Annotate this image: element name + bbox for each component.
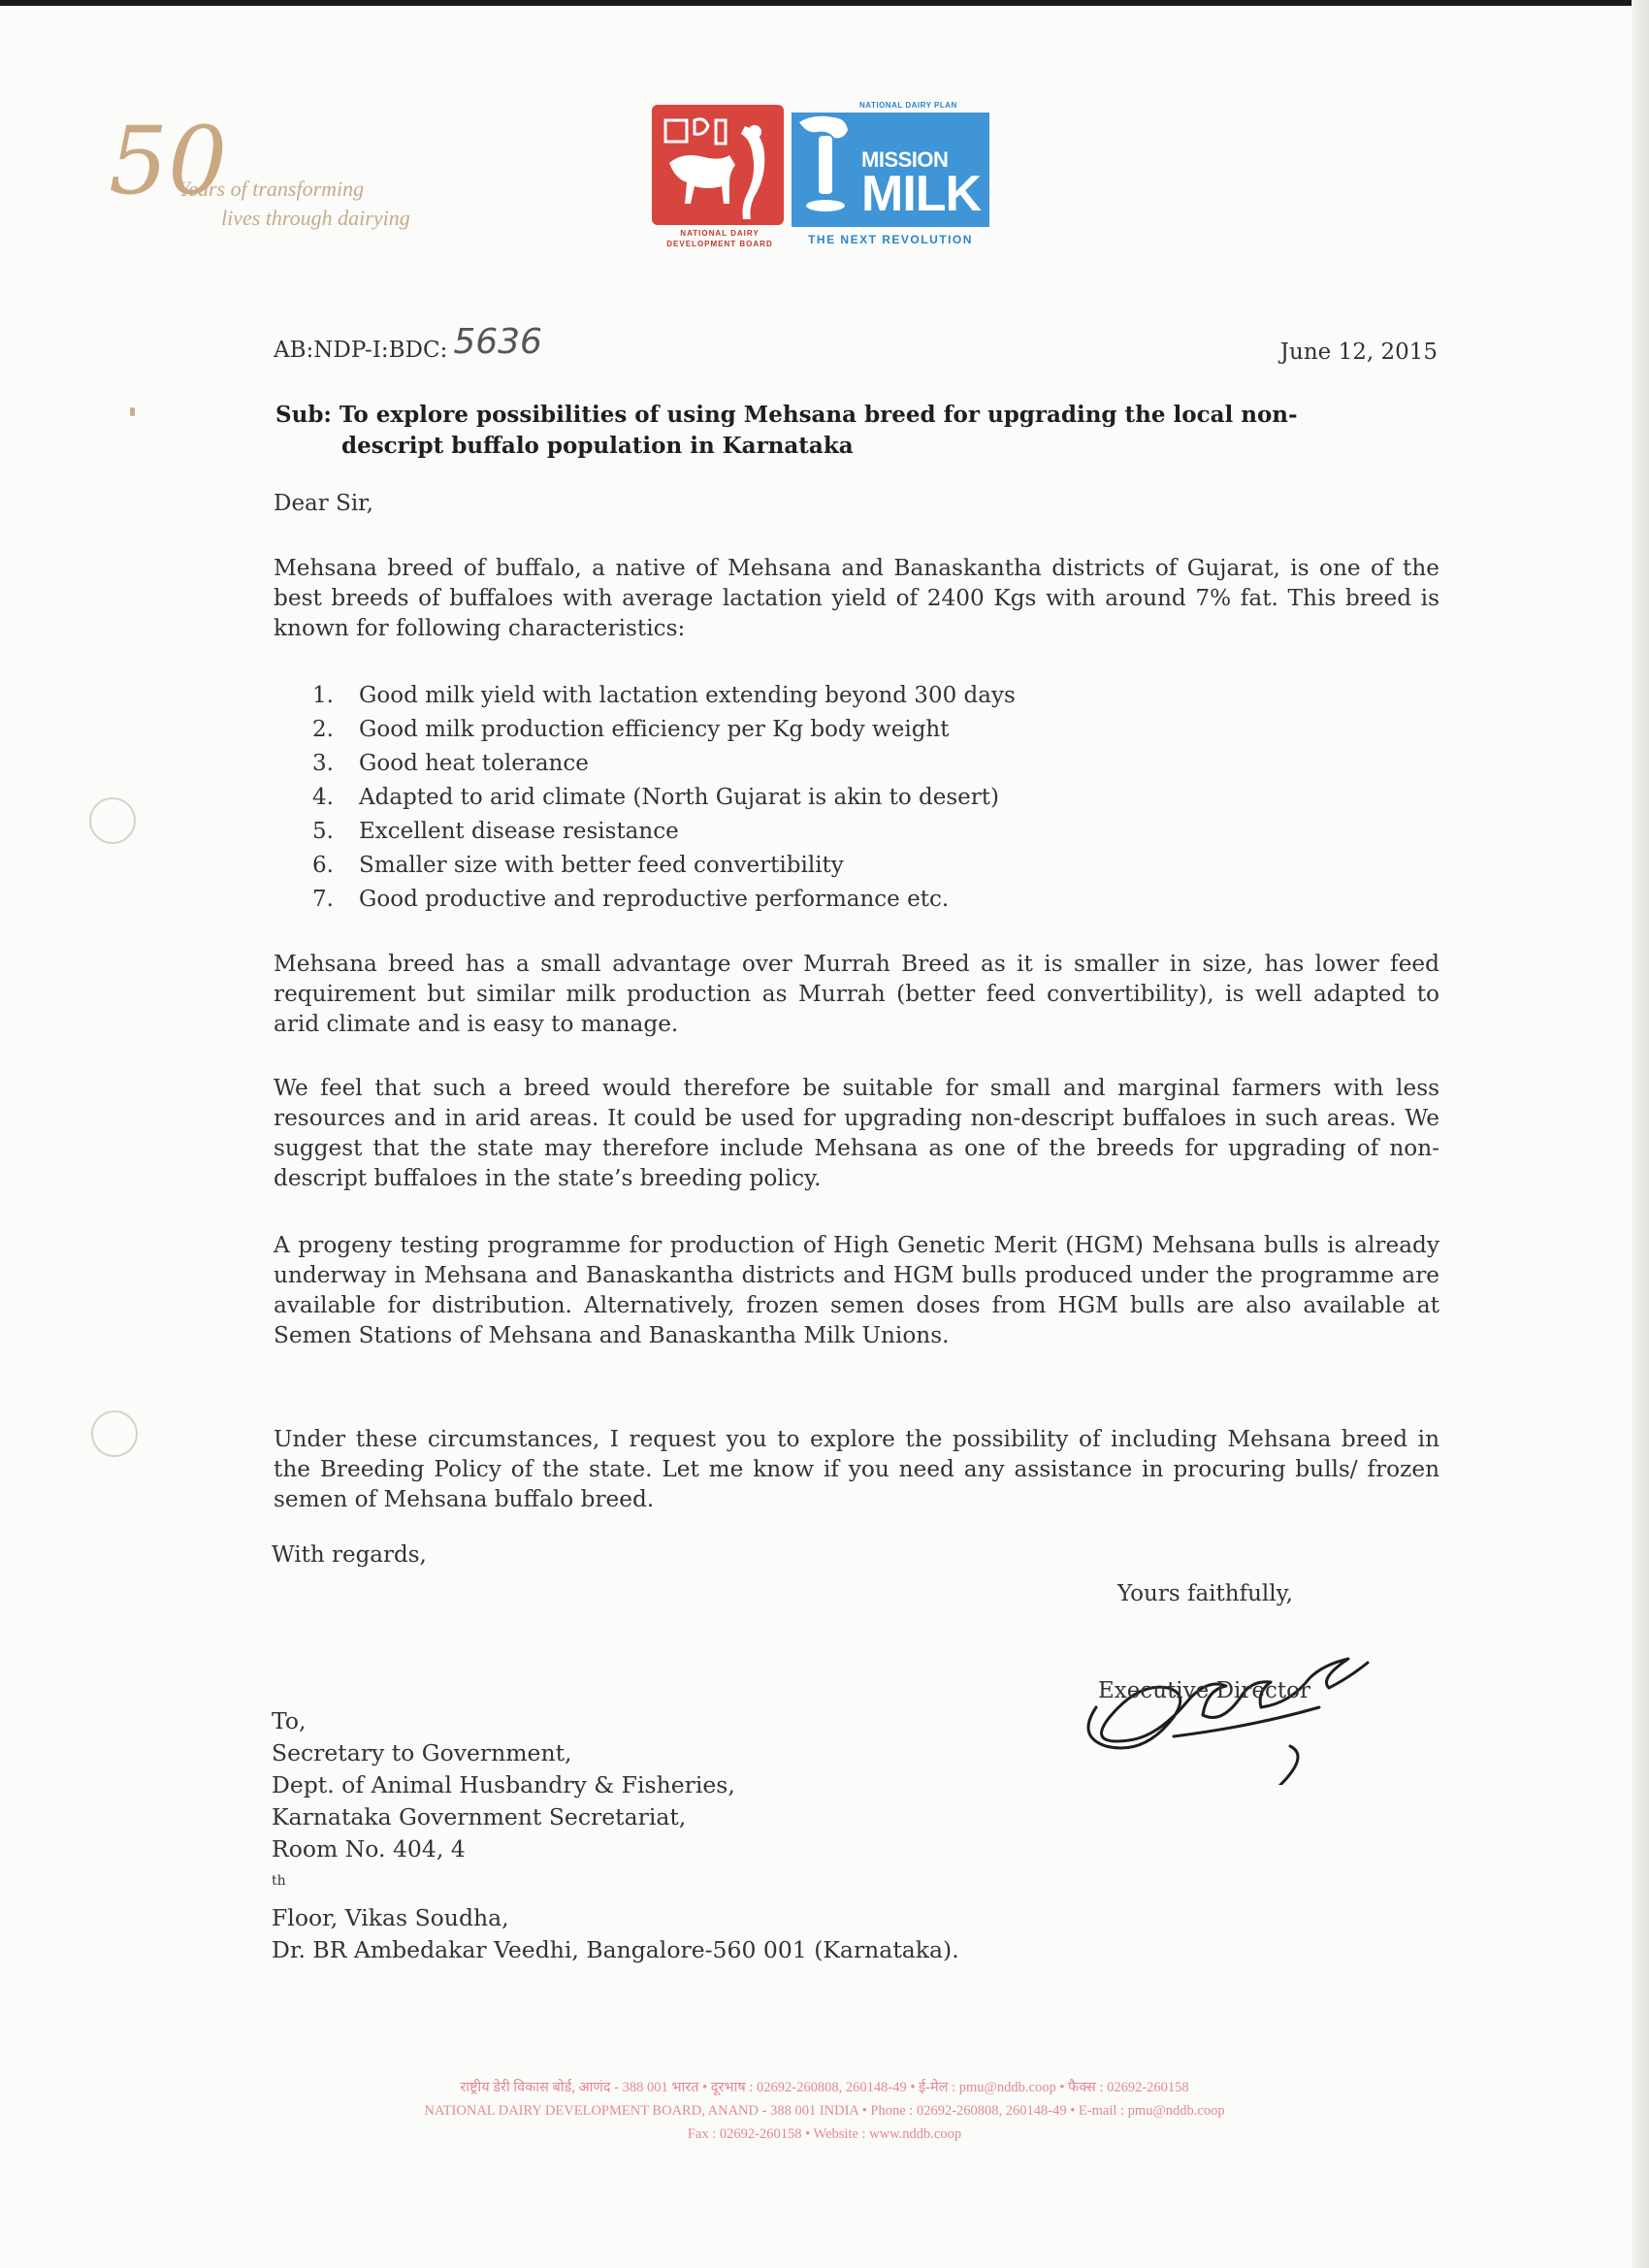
- reference-prefix: AB:NDP-I:BDC:: [274, 338, 448, 363]
- scan-top-edge: [0, 0, 1649, 6]
- mission-milk-tagline: THE NEXT REVOLUTION: [808, 233, 973, 246]
- footer-hindi: राष्ट्रीय डेरी विकास बोर्ड, आणंद - 388 001 भारत • दूरभाष : 02692-260808, 260148-49 • ई-मेल : pmu@nddb.coop • फैक्स : 02692-260158: [460, 2080, 1189, 2095]
- mission-word: MISSION: [861, 147, 949, 172]
- paragraph-progeny-testing: A progeny testing programme for production of High Genetic Merit (HGM) Mehsana bulls is already underway in Mehsana and Banaskantha districts and HGM bulls produced under the programme are available for distribution. Alternatively, frozen semen doses from HGM bulls are also available at Semen Stations of Mehsana and Banaskantha Milk Unions.: [274, 1232, 1439, 1348]
- reference-line: [274, 322, 542, 366]
- list-item: [312, 713, 1016, 747]
- list-item-number: 3.: [312, 751, 334, 776]
- paragraph-request: Under these circumstances, I request you to explore the possibility of including Mehsana breed in the Breeding Policy of the state. Let me know if you need any assistance in procuring bulls/ frozen semen of Mehsana buffalo breed.: [274, 1426, 1439, 1512]
- list-item-number: 1.: [312, 683, 334, 708]
- list-item-text: Adapted to arid climate (North Gujarat is akin to desert): [359, 785, 999, 810]
- list-item: [312, 781, 1016, 815]
- characteristics-list: [312, 679, 1016, 917]
- subject-line: [275, 400, 1439, 462]
- mission-milk-plan-label: NATIONAL DAIRY PLAN: [859, 101, 957, 110]
- letterhead-footer: [0, 2076, 1649, 2146]
- list-item-number: 5.: [312, 819, 334, 844]
- list-item-number: 4.: [312, 785, 334, 810]
- punch-hole: [91, 1410, 138, 1457]
- list-item-text: Smaller size with better feed convertibility: [359, 853, 844, 878]
- footer-english: NATIONAL DAIRY DEVELOPMENT BOARD, ANAND - 388 001 INDIA • Phone : 02692-260808, 260148-49 • E-mail : pmu@nddb.coop: [424, 2103, 1225, 2119]
- list-item-text: Good milk production efficiency per Kg body weight: [359, 717, 950, 742]
- address-line-3: Karnataka Government Secretariat,: [272, 1803, 687, 1831]
- address-line-4-sup: th: [272, 1873, 286, 1889]
- sign-off: Yours faithfully,: [1117, 1581, 1293, 1606]
- reference-number-handwritten: 5636: [453, 322, 542, 362]
- footer-fax-web: Fax : 02692-260158 • Website : www.nddb.coop: [687, 2126, 962, 2142]
- letter-date: June 12, 2015: [1279, 340, 1438, 365]
- nddb-logo: [652, 105, 788, 252]
- list-item: [312, 679, 1016, 713]
- address-line-2: Dept. of Animal Husbandry & Fisheries,: [272, 1771, 735, 1798]
- mission-milk-logo: [792, 101, 995, 254]
- list-item: [312, 747, 1016, 781]
- subject-line-1: Sub: To explore possibilities of using Mehsana breed for upgrading the local non-: [275, 402, 1298, 428]
- subject-line-2: descript buffalo population in Karnataka: [341, 433, 854, 459]
- fifty-years-tagline-2: lives through dairying: [221, 206, 410, 230]
- paragraph-murrah-comparison: Mehsana breed has a small advantage over Murrah Breed as it is smaller in size, has lower feed requirement but similar milk production as Murrah (better feed convertibility), is well adapted to arid climate and is easy to manage.: [274, 951, 1439, 1037]
- list-item: [312, 883, 1016, 917]
- fifty-years-number: 50: [109, 107, 228, 215]
- list-item-text: Excellent disease resistance: [359, 819, 679, 844]
- milk-word: MILK: [861, 166, 982, 222]
- paragraph-intro: Mehsana breed of buffalo, a native of Mehsana and Banaskantha districts of Gujarat, is one of the best breeds of buffaloes with average lactation yield of 2400 Kgs with around 7% fat. This breed is known for following characteristics:: [274, 555, 1439, 641]
- list-item-number: 6.: [312, 853, 334, 878]
- punch-hole: [89, 797, 136, 844]
- salutation: Dear Sir,: [274, 491, 373, 516]
- scan-right-edge: [1632, 0, 1649, 2268]
- nddb-caption-2: DEVELOPMENT BOARD: [666, 240, 773, 248]
- address-line-1: Secretary to Government,: [272, 1739, 572, 1766]
- nddb-caption: [652, 228, 788, 249]
- list-item: [312, 849, 1016, 883]
- address-to: To,: [272, 1707, 307, 1734]
- margin-mark: [130, 407, 135, 416]
- list-item: [312, 815, 1016, 849]
- nddb-emblem-icon: [652, 105, 784, 225]
- address-line-4-b: Floor, Vikas Soudha,: [272, 1903, 509, 1931]
- mission-milk-box: [792, 113, 989, 227]
- nddb-caption-1: NATIONAL DAIRY: [680, 229, 760, 238]
- address-line-4-a: Room No. 404, 4: [272, 1835, 466, 1863]
- address-line-4: [272, 1833, 959, 1934]
- address-line-5: Dr. BR Ambedakar Veedhi, Bangalore-560 001 (Karnataka).: [272, 1935, 959, 1963]
- paragraph-suitability: We feel that such a breed would therefore be suitable for small and marginal farmers with less resources and in arid areas. It could be used for upgrading non-descript buffaloes in such areas. We suggest that the state may therefore include Mehsana as one of the breeds for upgrading of non-descript buffaloes in the state’s breeding policy.: [274, 1075, 1439, 1191]
- fifty-years-logo: [109, 107, 477, 250]
- fifty-years-tagline: [178, 175, 410, 233]
- designation: Executive Director: [1098, 1678, 1310, 1703]
- list-item-text: Good heat tolerance: [359, 751, 589, 776]
- list-item-text: Good productive and reproductive performance etc.: [359, 887, 950, 912]
- recipient-address: [272, 1705, 959, 1966]
- list-item-text: Good milk yield with lactation extending beyond 300 days: [359, 683, 1016, 708]
- fifty-years-tagline-1: Years of transforming: [178, 177, 365, 201]
- list-item-number: 7.: [312, 887, 334, 912]
- closing: With regards,: [272, 1542, 427, 1568]
- list-item-number: 2.: [312, 717, 334, 742]
